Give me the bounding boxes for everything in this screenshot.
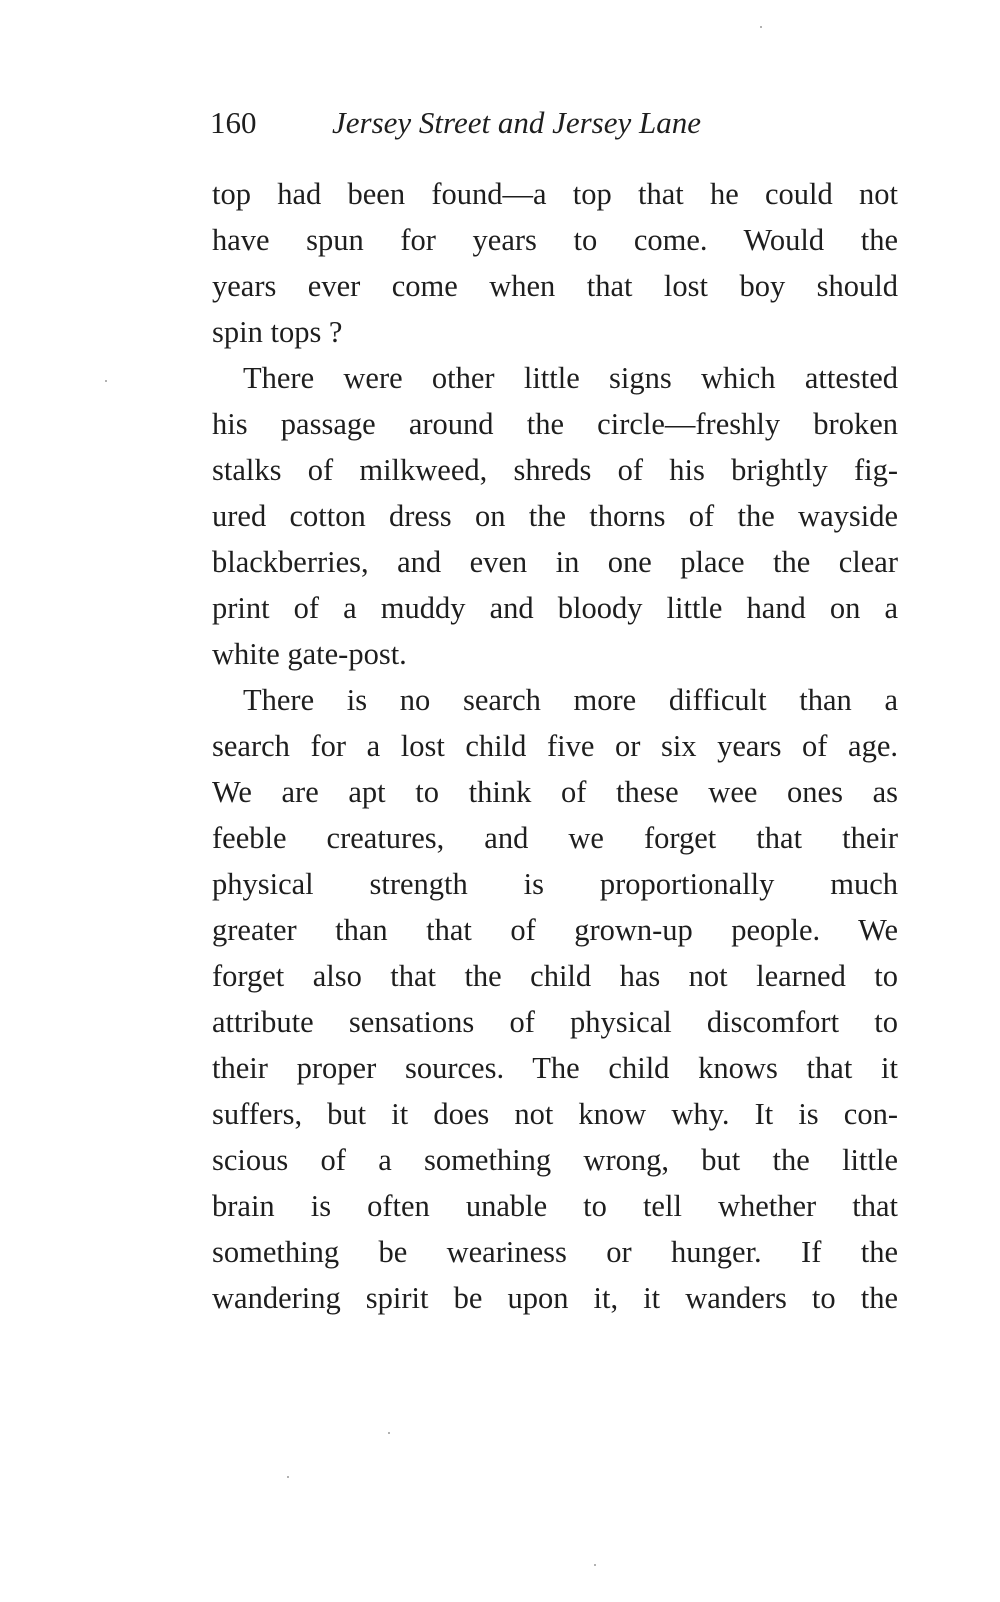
text-line: print of a muddy and bloody little hand on a	[212, 591, 898, 625]
text-line: white gate-post.	[212, 637, 407, 671]
page-header	[210, 98, 900, 148]
text-line: top had been found—a top that he could not	[212, 177, 898, 211]
scan-speck	[760, 26, 762, 28]
text-line: ured cotton dress on the thorns of the wayside	[212, 499, 898, 533]
scan-speck	[105, 380, 107, 382]
text-line: suffers, but it does not know why. It is con-	[212, 1097, 898, 1131]
text-line: physical strength is proportionally much	[212, 867, 898, 901]
text-line: brain is often unable to tell whether that	[212, 1189, 898, 1223]
text-line: their proper sources. The child knows that it	[212, 1051, 898, 1085]
paragraph	[212, 677, 898, 1321]
page-number: 160	[210, 105, 257, 140]
text-line: greater than that of grown-up people. We	[212, 913, 898, 947]
text-line: his passage around the circle—freshly broken	[212, 407, 898, 441]
text-line: something be weariness or hunger. If the	[212, 1235, 898, 1269]
text-line: attribute sensations of physical discomfort to	[212, 1005, 898, 1039]
running-title: Jersey Street and Jersey Lane	[332, 105, 701, 140]
text-line: forget also that the child has not learned to	[212, 959, 898, 993]
text-line: have spun for years to come. Would the	[212, 223, 898, 257]
paragraph	[212, 355, 898, 677]
text-line: search for a lost child five or six years of age.	[212, 729, 898, 763]
text-line: feeble creatures, and we forget that their	[212, 821, 898, 855]
text-line: years ever come when that lost boy should	[212, 269, 898, 303]
text-line: scious of a something wrong, but the little	[212, 1143, 898, 1177]
body-text	[212, 171, 898, 1321]
text-line: spin tops ?	[212, 315, 343, 349]
text-line: wandering spirit be upon it, it wanders to the	[212, 1281, 898, 1315]
scan-speck	[594, 1564, 596, 1566]
text-line: blackberries, and even in one place the clear	[212, 545, 898, 579]
scan-speck	[388, 1432, 390, 1434]
text-line: There were other little signs which attested	[243, 361, 898, 395]
text-line: There is no search more difficult than a	[243, 683, 898, 717]
paragraph	[212, 171, 898, 355]
scan-speck	[287, 1476, 289, 1478]
text-line: stalks of milkweed, shreds of his brightly fig-	[212, 453, 898, 487]
text-line: We are apt to think of these wee ones as	[212, 775, 898, 809]
